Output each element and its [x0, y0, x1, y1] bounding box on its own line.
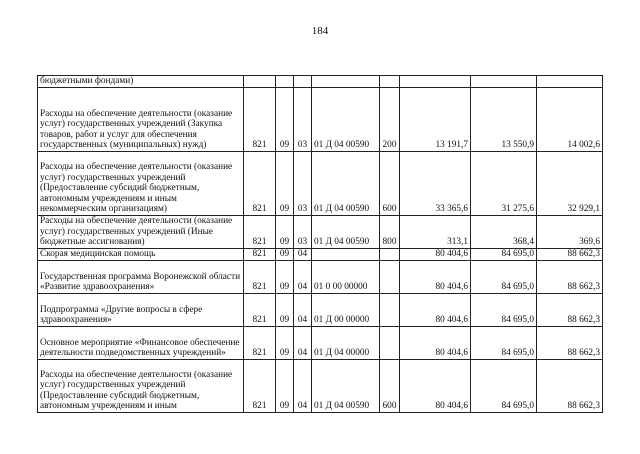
row-amount-year2: 31 275,6	[471, 152, 537, 216]
row-section-code: 09	[276, 152, 294, 216]
table-row	[38, 249, 603, 261]
row-amount-year3: 88 662,3	[537, 261, 603, 294]
row-amount-year3	[537, 76, 603, 88]
row-description: Расходы на обеспечение деятельности (оказание услуг) государственных учреждений (Предоставление субсидий бюджетным, автономным учреждениям и иным	[38, 360, 244, 413]
row-ministry-code: 821	[244, 261, 276, 294]
row-subsection-code: 04	[294, 327, 312, 360]
row-amount-year1: 313,1	[400, 216, 471, 249]
row-ministry-code: 821	[244, 88, 276, 152]
table-row	[38, 216, 603, 249]
row-description: Подпрограмма «Другие вопросы в сфере здравоохранения»	[38, 294, 244, 327]
row-expense-type: 600	[380, 152, 400, 216]
row-section-code: 09	[276, 88, 294, 152]
row-ministry-code: 821	[244, 152, 276, 216]
row-description: Расходы на обеспечение деятельности (оказание услуг) государственных учреждений (Иные бюджетные ассигнования)	[38, 216, 244, 249]
row-amount-year1: 80 404,6	[400, 249, 471, 261]
budget-table	[37, 75, 603, 413]
row-description: Расходы на обеспечение деятельности (оказание услуг) государственных учреждений (Предоставление субсидий бюджетным, автономным учреждениям и иным некоммерческим организациям)	[38, 152, 244, 216]
row-amount-year2: 84 695,0	[471, 294, 537, 327]
row-description: Расходы на обеспечение деятельности (оказание услуг) государственных учреждений (Закупка товаров, работ и услуг для обеспечения государственных (муниципальных) нужд)	[38, 88, 244, 152]
table-row	[38, 360, 603, 413]
row-section-code: 09	[276, 294, 294, 327]
row-amount-year2: 13 550,9	[471, 88, 537, 152]
row-amount-year3: 88 662,3	[537, 360, 603, 413]
row-amount-year2	[471, 76, 537, 88]
row-target-article: 01 Д 00 00000	[312, 294, 380, 327]
row-amount-year3: 14 002,6	[537, 88, 603, 152]
row-amount-year1: 13 191,7	[400, 88, 471, 152]
row-expense-type: 200	[380, 88, 400, 152]
table-row	[38, 88, 603, 152]
row-amount-year1: 80 404,6	[400, 261, 471, 294]
row-target-article	[312, 249, 380, 261]
row-description: Скорая медицинская помощь	[38, 249, 244, 261]
table-row	[38, 327, 603, 360]
row-target-article: 01 Д 04 00590	[312, 216, 380, 249]
row-expense-type	[380, 294, 400, 327]
row-amount-year2: 84 695,0	[471, 261, 537, 294]
page-number: 184	[311, 25, 329, 37]
row-target-article: 01 Д 04 00590	[312, 152, 380, 216]
row-amount-year1: 80 404,6	[400, 327, 471, 360]
row-amount-year2: 84 695,0	[471, 360, 537, 413]
row-ministry-code	[244, 76, 276, 88]
row-amount-year1: 33 365,6	[400, 152, 471, 216]
row-amount-year2: 368,4	[471, 216, 537, 249]
row-target-article	[312, 76, 380, 88]
row-ministry-code: 821	[244, 360, 276, 413]
row-expense-type	[380, 249, 400, 261]
row-expense-type	[380, 327, 400, 360]
row-expense-type	[380, 261, 400, 294]
row-section-code: 09	[276, 249, 294, 261]
row-subsection-code: 03	[294, 216, 312, 249]
row-amount-year3: 369,6	[537, 216, 603, 249]
row-amount-year2: 84 695,0	[471, 249, 537, 261]
row-amount-year2: 84 695,0	[471, 327, 537, 360]
table-row	[38, 152, 603, 216]
row-ministry-code: 821	[244, 294, 276, 327]
table-row	[38, 261, 603, 294]
row-target-article: 01 Д 04 00000	[312, 327, 380, 360]
row-amount-year1: 80 404,6	[400, 360, 471, 413]
row-description: бюджетными фондами)	[38, 76, 244, 88]
row-section-code: 09	[276, 327, 294, 360]
row-section-code	[276, 76, 294, 88]
row-amount-year3: 88 662,3	[537, 294, 603, 327]
row-target-article: 01 0 00 00000	[312, 261, 380, 294]
row-subsection-code: 03	[294, 88, 312, 152]
row-section-code: 09	[276, 261, 294, 294]
row-amount-year3: 88 662,3	[537, 327, 603, 360]
row-amount-year1	[400, 76, 471, 88]
table-row	[38, 76, 603, 88]
row-ministry-code: 821	[244, 249, 276, 261]
row-amount-year1: 80 404,6	[400, 294, 471, 327]
row-section-code: 09	[276, 216, 294, 249]
row-subsection-code: 04	[294, 360, 312, 413]
row-expense-type: 800	[380, 216, 400, 249]
row-description: Государственная программа Воронежской области «Развитие здравоохранения»	[38, 261, 244, 294]
row-amount-year3: 32 929,1	[537, 152, 603, 216]
table-body	[38, 76, 603, 413]
row-subsection-code: 04	[294, 261, 312, 294]
row-description: Основное мероприятие «Финансовое обеспечение деятельности подведомственных учреждений»	[38, 327, 244, 360]
row-amount-year3: 88 662,3	[537, 249, 603, 261]
row-section-code: 09	[276, 360, 294, 413]
row-subsection-code: 04	[294, 294, 312, 327]
row-subsection-code: 03	[294, 152, 312, 216]
row-expense-type	[380, 76, 400, 88]
row-target-article: 01 Д 04 00590	[312, 88, 380, 152]
row-ministry-code: 821	[244, 327, 276, 360]
row-expense-type: 600	[380, 360, 400, 413]
row-subsection-code: 04	[294, 249, 312, 261]
row-subsection-code	[294, 76, 312, 88]
table-row	[38, 294, 603, 327]
row-target-article: 01 Д 04 00590	[312, 360, 380, 413]
row-ministry-code: 821	[244, 216, 276, 249]
